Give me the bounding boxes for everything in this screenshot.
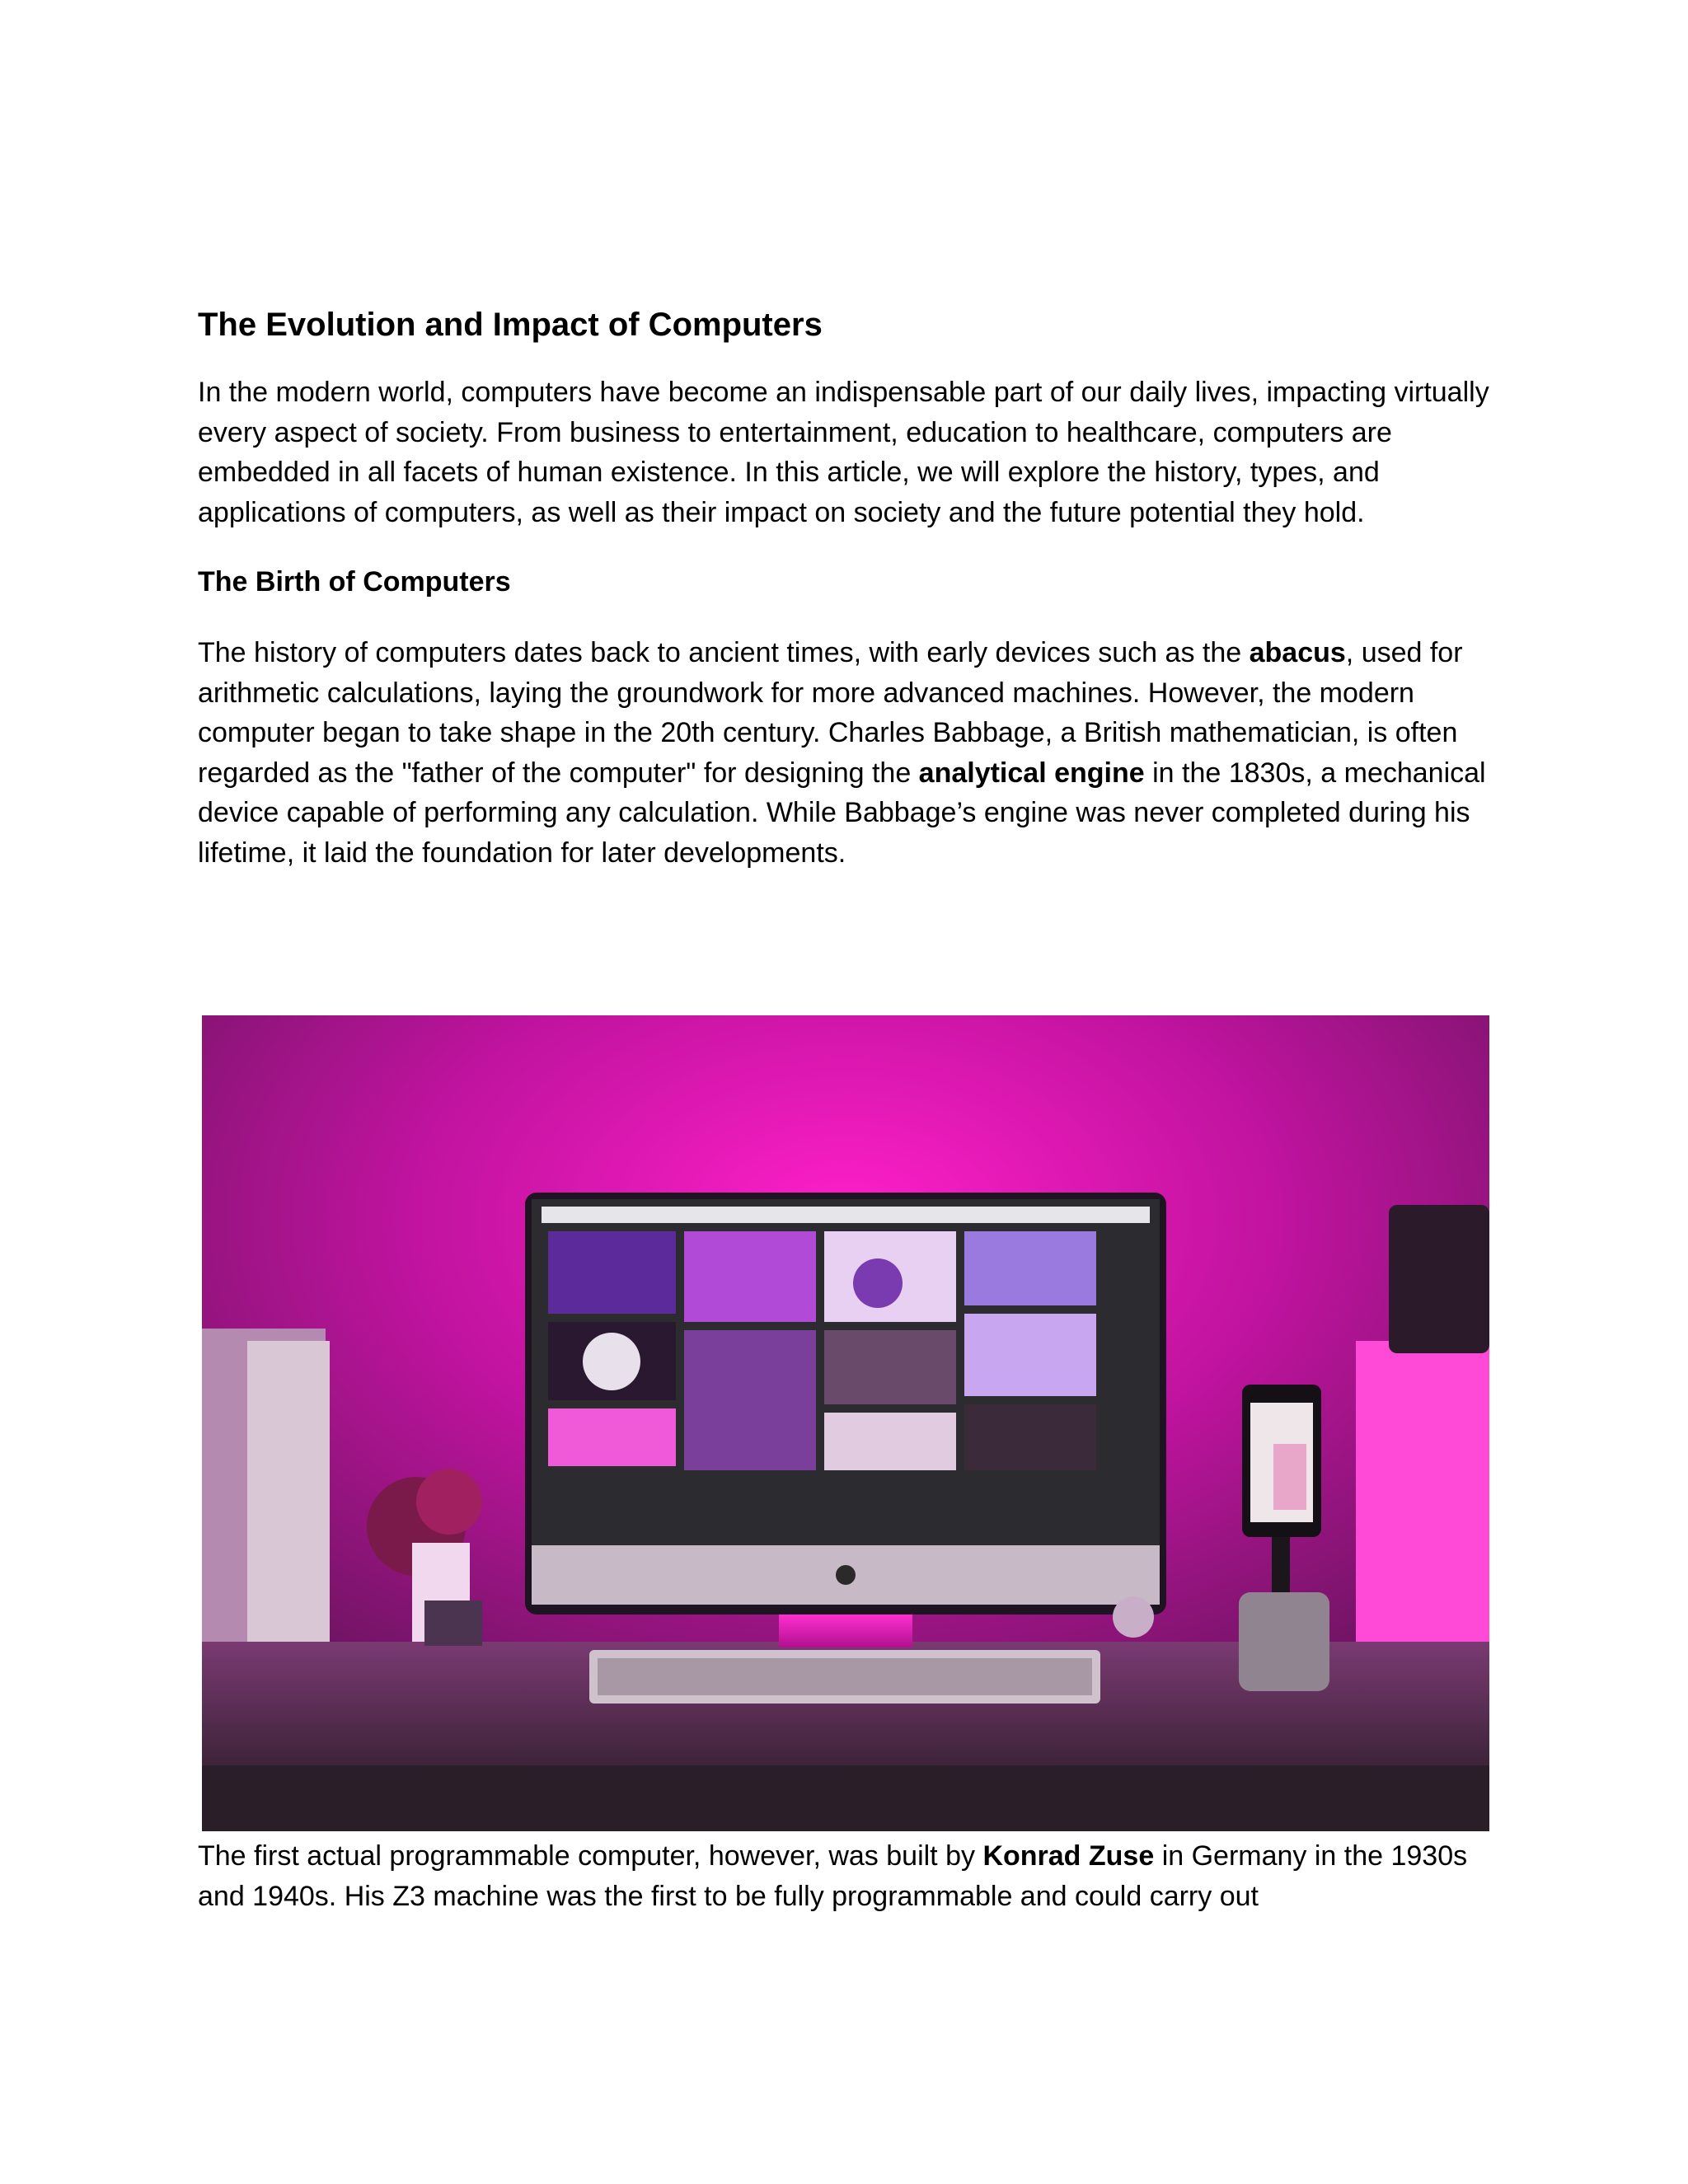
analytical-engine-term: analytical engine	[918, 757, 1145, 789]
zuse-paragraph	[198, 1836, 1500, 1916]
article-title: The Evolution and Impact of Computers	[198, 307, 823, 343]
zuse-text-2: in Germany in the 1930s and 1940s. His Z3 machine was the first to be fully programmable and could carry out	[198, 1840, 1468, 1912]
zuse-text-1: The first actual programmable computer, however, was built by	[198, 1840, 983, 1872]
history-paragraph	[198, 633, 1492, 873]
konrad-zuse-term: Konrad Zuse	[982, 1840, 1155, 1872]
desktop-computer-photo	[202, 1015, 1489, 1831]
history-text-3: in the 1830s, a mechanical device capable of performing any calculation. While Babbage’s engine was never completed during his lifetime, it laid the foundation for later developments.	[198, 757, 1486, 869]
section-heading: The Birth of Computers	[198, 566, 511, 598]
history-text-2: , used for arithmetic calculations, laying the groundwork for more advanced machines. However, the modern computer began to take shape in the 20th century. Charles Babbage, a British mathematician, is often regarded as the "father of the computer" for designing the	[198, 637, 1463, 789]
document-page	[198, 305, 1492, 1912]
abacus-term: abacus	[1249, 637, 1346, 669]
history-text-1: The history of computers dates back to ancient times, with early devices such as the	[198, 637, 1250, 669]
intro-paragraph: In the modern world, computers have become an indispensable part of our daily lives, impacting virtually every aspect of society. From business to entertainment, education to healthcare, computers are embedded in all facets of human existence. In this article, we will explore the history, types, and applications of computers, as well as their impact on society and the future potential they hold.	[198, 377, 1489, 528]
